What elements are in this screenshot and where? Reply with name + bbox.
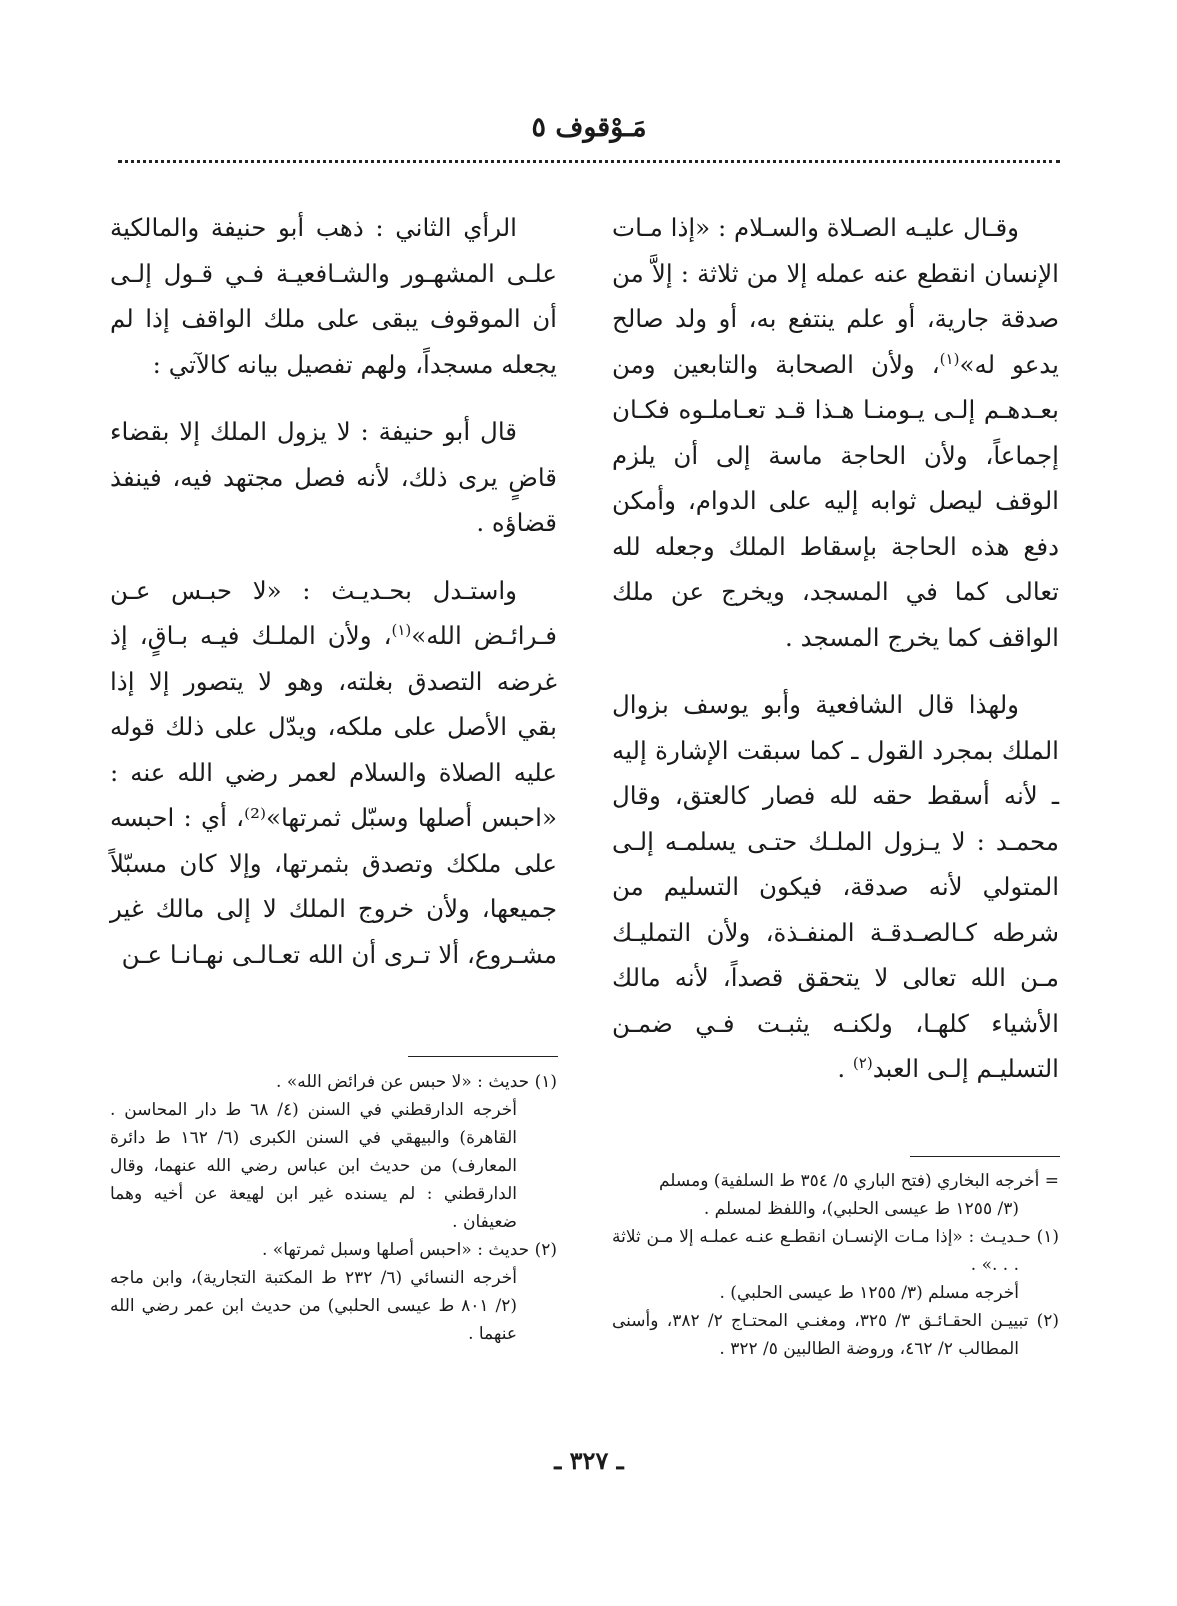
right-column	[612, 205, 1059, 1092]
footnote-rule-left	[408, 1056, 558, 1057]
footnote-line: أخرجه الدارقطني في السنن (٤/ ٦٨ ط دار المحاسن . القاهرة) والبيهقي في السنن الكبرى (٦/ ١٦٢ ط دائرة المعارف) من حديث ابن عباس رضي الله عنهما، وقال الدارقطني : لم يسنده غير ابن لهيعة عن أخيه وهما ضعيفان .	[110, 1100, 517, 1232]
right-paragraph-2	[612, 682, 1059, 1092]
footnote-ref: (٢)	[852, 1053, 873, 1072]
right-paragraph-1	[612, 205, 1059, 660]
footnote-line: أخرجه مسلم (٣/ ١٢٥٥ ط عيسى الحلبي) .	[719, 1283, 1019, 1303]
left-paragraph-1	[110, 205, 557, 387]
footnote-rule-right	[910, 1156, 1060, 1157]
footnote-line: (٣/ ١٢٥٥ ط عيسى الحلبي)، واللفظ لمسلم .	[703, 1199, 1019, 1219]
left-column	[110, 205, 557, 977]
footnote-line: (٢) تبييـن الحقـائـق ٣/ ٣٢٥، ومغنـي المحتـاج ٢/ ٣٨٢، وأسنى المطالب ٢/ ٤٦٢، وروضة الطالبين ٥/ ٣٢٢ .	[612, 1311, 1060, 1359]
paragraph-text: ولهذا قال الشافعية وأبو يوسف بزوال الملك بمجرد القول ـ كما سبقت الإشارة إليه ـ لأنه أسقط حقه لله فصار كالعتق، وقال محمـد : لا يـزول الملـك حتـى يسلمـه إلـى المتولي لأنه صدقة، فيكون التسليم من شرطه كـالصـدقـة المنفـذة، ولأن التمليـك مـن الله تعالى لا يتحقق قصداً، لأنه مالك الأشياء كلهـا، ولكنـه يثبـت فـي ضمـن التسليـم إلـى العبد	[612, 690, 1059, 1083]
paragraph-text: ، ولأن الصحابة والتابعين ومن بعـدهـم إلـى يـومنـا هـذا قـد تعـاملـوه فكـان إجماعاً، ولأن الحاجة ماسة إلى أن يلزم الوقف ليصل ثوابه إليه على الدوام، وأمكن دفع هذه الحاجة بإسقاط الملك وجعله لله تعالى كما في المسجد، ويخرج عن ملك الواقف كما يخرج المسجد .	[612, 349, 1059, 652]
footnote-ref: (١)	[939, 349, 960, 368]
paragraph-text: وقـال عليـه الصـلاة والسـلام : «إذا مـات الإنسان انقطع عنه عمله إلا من ثلاثة : إلاَّ من صدقة جارية، أو علم ينتفع به، أو ولد صالح يدعو له»	[612, 213, 1059, 379]
running-header: مَـوْقوف ٥	[531, 112, 647, 143]
footnote-ref: (١)	[391, 620, 412, 639]
page-number: ـ ٣٢٧ ـ	[554, 1446, 624, 1475]
paragraph-text: ، ولأن الملـك فيـه بـاقٍ، إذ غرضه التصدق بغلته، وهو لا يتصور إلا إذا بقي الأصل على ملكه، ويدّل على ذلك قوله عليه الصلاة والسلام لعمر رضي الله عنه : «احبس أصلها وسبّل ثمرتها»⁽²⁾، أي : احبسه على ملكك وتصدق بثمرتها، وإلا كان مسبّلاً جميعها، ولأن خروج الملك لا إلى مالك غير مشـروع، ألا تـرى أن الله تعـالـى نهـانـا عـن	[110, 621, 557, 969]
footnote-line: أخرجه النسائي (٦/ ٢٣٢ ط المكتبة التجارية)، وابن ماجه (٢/ ٨٠١ ط عيسى الحلبي) من حديث ابن عمر رضي الله عنهما .	[110, 1268, 517, 1344]
header-dotted-rule	[118, 160, 1060, 163]
left-footnotes	[110, 1068, 557, 1348]
paragraph-text: .	[837, 1054, 853, 1083]
footnote-line: (١) حـديـث : «إذا مـات الإنسـان انقطـع عنـه عملـه إلا مـن ثلاثة . . .» .	[612, 1227, 1059, 1275]
footnote-line: = أخرجه البخاري (فتح الباري ٥/ ٣٥٤ ط السلفية) ومسلم	[658, 1171, 1059, 1191]
paragraph-text: الرأي الثاني : ذهب أبو حنيفة والمالكية علـى المشهـور والشـافعيـة فـي قـول إلـى أن الموقوف يبقى على ملك الواقف إذا لم يجعله مسجداً، ولهم تفصيل بيانه كالآتي :	[110, 213, 557, 379]
left-paragraph-2	[110, 409, 557, 546]
left-paragraph-3	[110, 568, 557, 978]
paragraph-text: قال أبو حنيفة : لا يزول الملك إلا بقضاء قاضٍ يرى ذلك، لأنه فصل مجتهد فيه، فينفذ قضاؤه .	[110, 417, 557, 537]
right-footnotes	[612, 1167, 1059, 1363]
footnote-line: (٢) حديث : «احبس أصلها وسبل ثمرتها» .	[261, 1240, 557, 1260]
footnote-line: (١) حديث : «لا حبس عن فرائض الله» .	[276, 1072, 557, 1092]
paragraph-text: واستـدل بحـديـث : «لا حبـس عـن فـرائـض الله»	[110, 575, 557, 650]
